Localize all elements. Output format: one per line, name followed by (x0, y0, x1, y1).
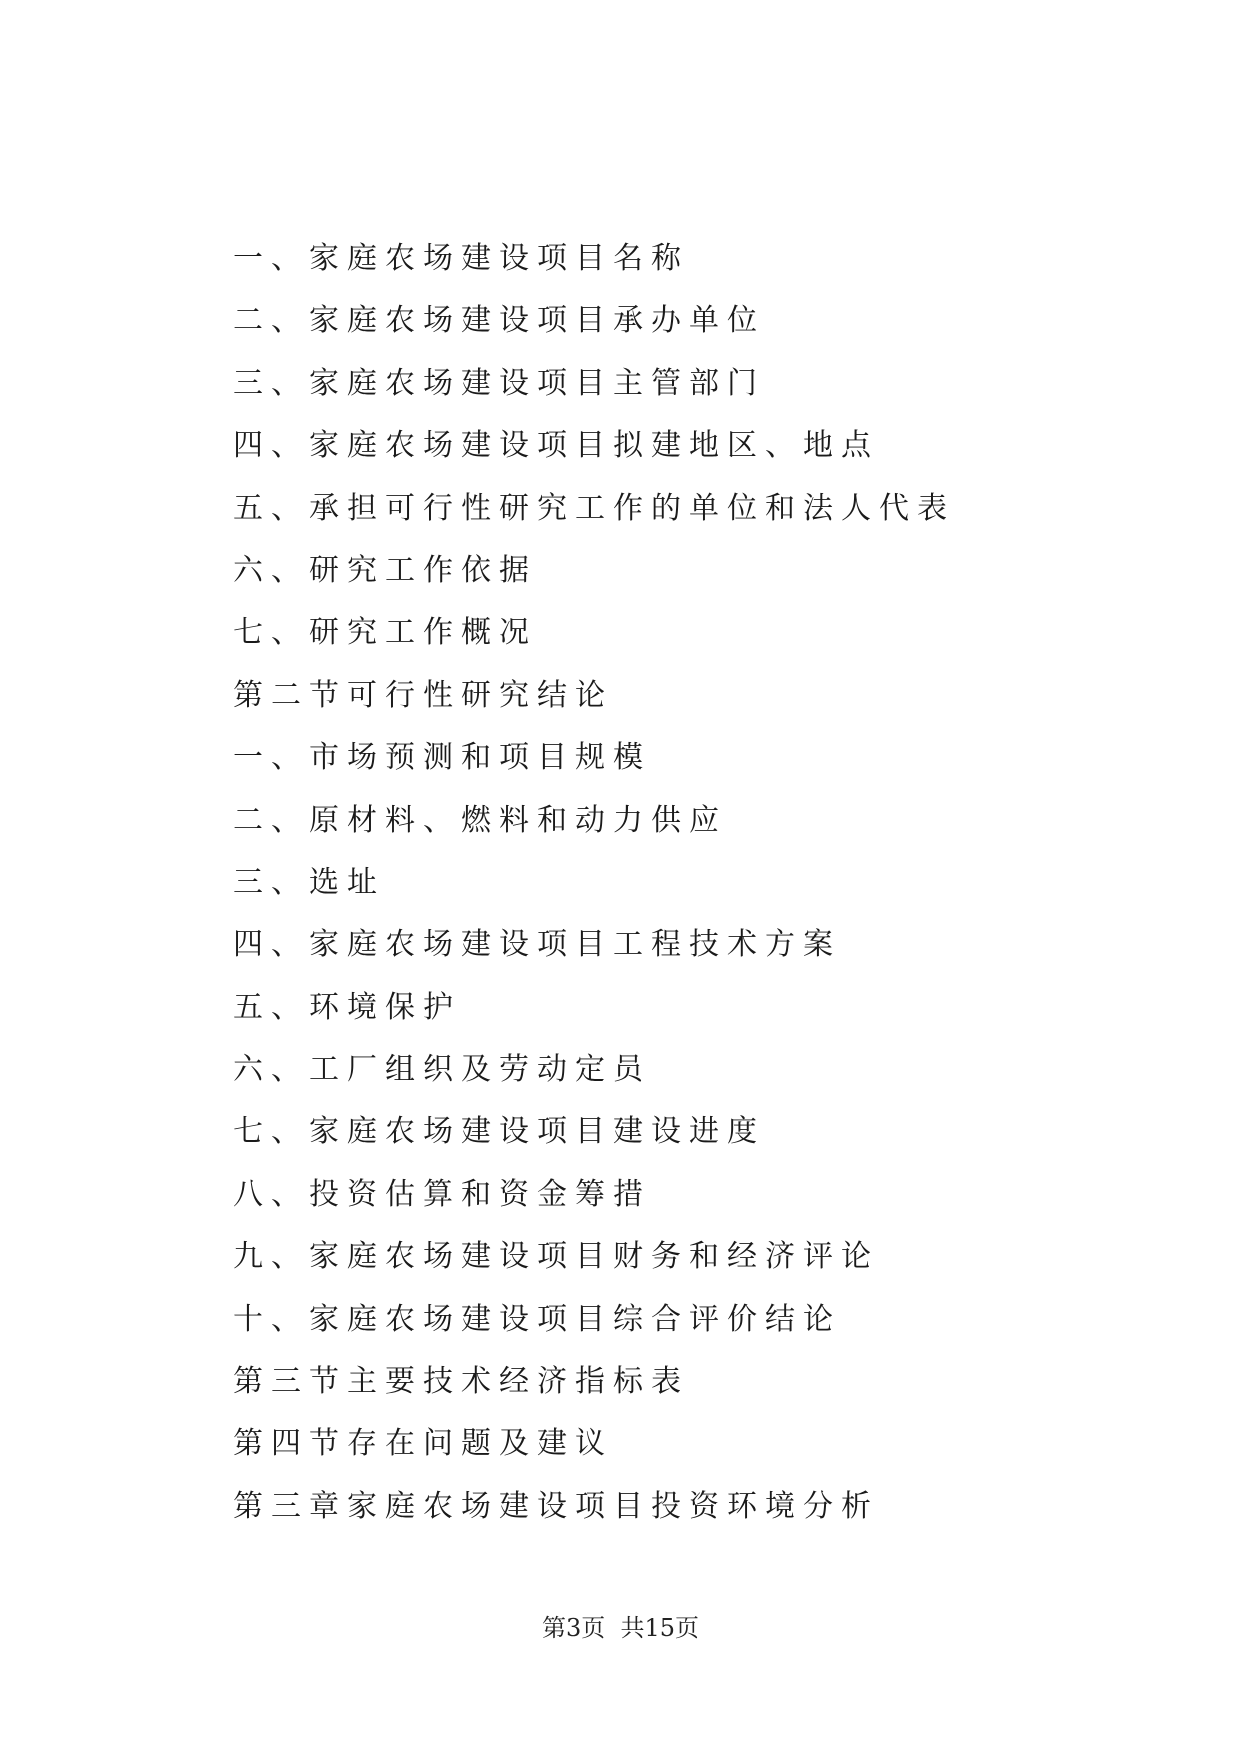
toc-line: 第四节存在问题及建议 (233, 1426, 613, 1462)
toc-line: 八、投资估算和资金筹措 (233, 1176, 651, 1212)
toc-line: 七、家庭农场建设项目建设进度 (233, 1114, 765, 1150)
toc-line: 二、家庭农场建设项目承办单位 (233, 303, 765, 339)
toc-line: 一、家庭农场建设项目名称 (233, 241, 689, 276)
toc-line: 六、工厂组织及劳动定员 (233, 1052, 651, 1088)
toc-line: 七、研究工作概况 (233, 615, 537, 651)
toc-line: 九、家庭农场建设项目财务和经济评论 (233, 1239, 879, 1275)
toc-line: 第三节主要技术经济指标表 (233, 1364, 689, 1400)
toc-line: 三、家庭农场建设项目主管部门 (233, 365, 765, 401)
toc-line: 三、选址 (233, 864, 385, 900)
toc-line: 第三章家庭农场建设项目投资环境分析 (233, 1488, 879, 1524)
toc-line: 四、家庭农场建设项目拟建地区、地点 (233, 428, 879, 464)
toc-list (233, 228, 955, 1538)
toc-line: 十、家庭农场建设项目综合评价结论 (233, 1301, 841, 1337)
toc-line: 一、市场预测和项目规模 (233, 740, 651, 776)
page-footer: 第3页 共15页 (541, 1614, 700, 1642)
toc-line: 四、家庭农场建设项目工程技术方案 (233, 927, 841, 963)
toc-line: 五、承担可行性研究工作的单位和法人代表 (233, 490, 955, 526)
toc-line: 第二节可行性研究结论 (233, 677, 613, 713)
toc-line: 五、环境保护 (233, 989, 461, 1025)
toc-line: 六、研究工作依据 (233, 552, 537, 588)
toc-line: 二、原材料、燃料和动力供应 (233, 802, 727, 838)
